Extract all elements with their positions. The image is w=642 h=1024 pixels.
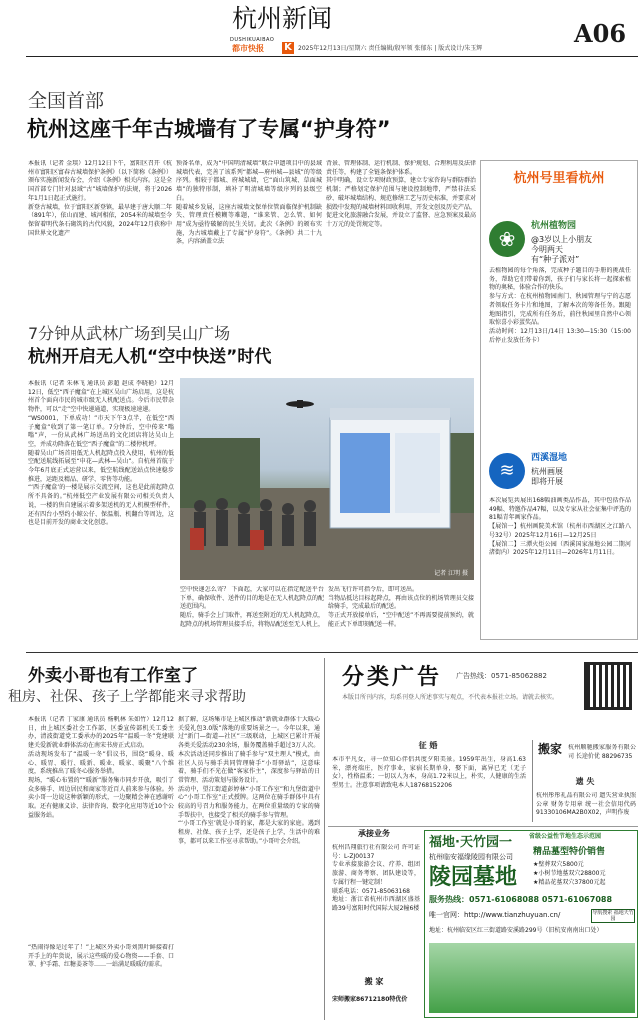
ads-right-title1: 搬家 (538, 742, 563, 756)
promo-sub1-body: 去植物园的每个角落，完成种子题目的手册的挑战任务，帮助它们带着你到，孩子们与家长将一起探索植物的奥秘，体验合作的快乐。 参与方式：在杭州植物园南门、秋园管理与宁的志愿者领取任务卡片和地图，了解本次的筹备任务。跟随地图指引，完成所有任务后，前往秋园里自然中心领取惊喜小彩蛋奖品。 活动时间：12月13日/14日 13:30—15:30（15:00后停止发放任务卡） (489, 267, 631, 344)
promo-sub2-title: 西溪湿地 (531, 453, 568, 463)
article3-col1: 本报讯（记者 丁家康 通讯员 杨帆林 朱如竹）12月12日，由上城区委社会工作部、区委宣传部机关工委主办，清波街道党工委承办的2025年“温暖一冬”党建联建关爱新就业群体活动在南宋书房正式启动。 活动现场发布了“温暖一冬”倡议书，围绕“暖身、暖心、暖胃、暖行、暖新、暖业、暖家、暖聚”八个维度，系统推出了暖冬心服务举措。 现场，“暖心布置的”“暖新”服务集市同步开放，吸引了众多骑手、周边居民和商家等近百人前来参与体验。外卖小哥一边说这种新颖的形式，一边聚精会神在感谢听取。还有健康义诊、法律咨询、数字化应用等近10个公益服务站。 (28, 716, 174, 819)
promo-sub1-lead: @3岁以上小朋友 今明两天 有“种子派对” (531, 235, 593, 264)
cemetery-address: 地址：杭州临安区红三街道路安溪路299号（旧杭安南南出口处） (429, 927, 603, 934)
article3-headline: 外卖小哥也有工作室了 (28, 666, 198, 686)
promo-sub1-title: 杭州植物园 (531, 221, 577, 231)
header-meta: 2025年12月13日/星期六 责任编辑/殷军领 张郁东 | 版式设计/朱玉辉 (298, 45, 483, 52)
cemetery-sub: 杭州临安福缘陵园有限公司 (429, 853, 513, 861)
article2-col2: 空中快递怎么寄？ 下面起，大家可以在指定配送平台下单，确保收件、送件的目的地是在无人机起降点的配送范围内。 随后，骑手会上门取件，再送至附近的无人机起降点，起降点的机场管理员接手后，将物品配送至无人机上， (180, 586, 324, 628)
section-title: 杭州新闻 (232, 4, 333, 33)
article1-kicker: 全国首部 (28, 90, 105, 112)
ads-grid (328, 740, 638, 1020)
article2-kicker: 7分钟从武林广场到吴山广场 (28, 324, 231, 343)
cemetery-site[interactable]: 唯一官网：http://www.tianzhuyuan.cn/ (429, 911, 561, 919)
article1-col1: 本报讯（记者 金琰）12月12日下午，富阳区召开《杭州市富阳区富春古城墙保护条例》（以下简称《条例》）颁布实施新闻发布会，介绍《条例》相关内容。这是全国首部专门针对县域“古”城墙保护的法规，将于2026年1月1日起正式施行。 新登古城墙，位于富阳区新登镇，最早建于唐大顺二年（891年），依山而建、城河相依，2054米的城墙至今保留着明代条石砌筑的古代风貌，2024年12月获称中国世界文化遗产 (28, 160, 172, 237)
article1-col3: 背景、管理体制、运行机制、保护规划、合理利用及法律责任等，构建了全链条保护体系。 其中明确，设立专项财政预算，建立专家咨询与群防群治机制；严格划定保护范围与建设控制地带，严禁非法采砂、破坏城墙结构、规范修缮工艺与历史标准，并要求对损毁中发现的城墙材料回收利用，开发文创及历史产品，促进文化旅游融合发展，并设立了监督、应急预案及最高十万元的处罚规定等。 (326, 160, 476, 228)
cemetery-name: 福地·天竹园一 (429, 835, 512, 850)
pinyin-label: DUSHIKUAIBAO (230, 37, 275, 43)
cemetery-price1: ★壁葬双穴5800元 (533, 861, 584, 868)
article3-col2: 据了解，这场集市是上城区推动“新就业群体十大暖心关爱礼包3.0版”落地的重要场景之一。今年以来，通过“新门—街道—社区”三级联动，上城区已累计开展各类关爱活动230余场，服务覆盖骑手超过3万人次。 本次活动还同步推出了骑手参与“双主理人”模式，由社区人员与骑手共同管理骑手“小哥驿站”，这意味着，骑手们不光在做“客家作主”，深度参与驿站的日常管理、活动策划与服务设计。 活动中，望江街道彭婷林“小哥工作室”和九堡街道中心“小哥工作室”正式授牌。这两位在骑手群体中具有较高的号召力和服务能力，在两位重量级的专家的骑手帮扶中，也接受了相关的骑手参与管理。 “‘小哥工作室’就是小哥的家，都是大家的家庭。遇到租房、社保、孩子上学，还是孩子上学，生活中的难事，都可以来工作室寻求帮助。”小哥叶会介绍。 (178, 716, 320, 845)
article3-subhead: 租房、社保、孩子上学都能来寻求帮助 (8, 689, 246, 705)
ads-right-body1: 杭州顺驰搬家服务有限公司 长途价优 88296735 (568, 744, 636, 760)
ads-sec3-title: 搬 家 (364, 977, 384, 986)
cemetery-guide-button[interactable]: 导航搜索 福地天竹园 (592, 910, 634, 922)
ads-sec1-title: 征 婚 (418, 741, 438, 750)
promo-sub2-body: 本次展览共展出168幅油画类品作品，其中包括作品49幅、特邀作品47幅，以及专家从社会征集中评选的81幅青年画家作品。 【展馆一】杭州画院美术馆（杭州市西湖区之江路八号32号）2025年12月16日—12月25日 【展馆二】三潭火炬公园（西溪国家湿地公园二期河渚街内）2025年12月11日—2026年1月11日。 (489, 497, 631, 557)
cemetery-price2: ★小树节地墓双穴28800元 (533, 870, 606, 877)
ads-qr-icon (584, 662, 632, 710)
page-header (0, 0, 642, 58)
ads-sec2-body: 杭州昌翔旅行社有限公司 许可证号：L-ZJ00137 专业承接旅游会议、疗养、组团旅游、商务考察、团队建设等，专属行程一键定制！ 联系电话：0571-85063168 地址：浙江省杭州市西湖区盛基路39号富阳时代国际大厦2幢6楼 (332, 844, 420, 912)
cemetery-tag: 省级公益性节地生态示范园 (529, 833, 602, 840)
article2-col1: 本报讯（记者 朱林飞 通讯员 彭超 赵成 李晓艳）12月12日，低空“西子魔盒”在上城区吴山广场启用，这是杭州首个面向市民的城市级无人机配送点。今后市民带杂物件，可以“走”空中快递通道，实现极速速递。 “WS0001，下单成功！”市天下午3点半，在低空“西子魔盒”收到了第一笔订单。7分钟后，空中传来“嗡嗡”声，一份从武林广场送出的文化团店将达吴山上空，并成功降落在低空“西子魔盒”的二楼停机坪。 随着吴山广场首用低无人机起降点投入使用，杭州的低空配送航线拓展至“申花—武林—吴山”。自杭州首航于今年6月底正式运营以来，低空航线配送站点快速稳步推进，运距及精品、研学、零售等功能。 “‘西子魔盒’的一楼是展示交流空间，这也是此前起降点所不具备的。”杭州低空产业发展有限公司相关负责人说，一楼的售自建展示着多架送机的无人机模型样件，还有四台小型约小鲸公仔、保温瓶、机翻台等周边，这也是目前开发的商业文化创意。 (28, 380, 174, 527)
article1-col2: 预备名单，成为“中国明清城墙”联合申遗项目中的县域城墙代表，完善了该系列“都城—府州城—县城”的等级序列。相较于都城、府城城墙，它“面山筑城、草面城墙”的独特形制，填补了明清城墙等级序列的县级空白。 随着城乡发展，这座古城墙文保单位管面临保护机制缺失、管理责任模糊等难题，“谁来管、怎么管、如何用”成为亟待破解的民生关切。此次《条例》的颁布实施，为古城墙戴上了专属“护身符”。《条例》共二十九条，内容涵盖立法 (176, 160, 322, 246)
cemetery-ad (424, 830, 638, 1018)
section-divider (26, 652, 638, 653)
brand-logo-icon: K (282, 42, 294, 54)
page-number: A06 (574, 19, 627, 48)
ads-right-title2: 遗 失 (575, 777, 595, 786)
promo-plant-icon: ❀ (489, 221, 525, 257)
ads-divider (324, 658, 325, 1020)
cemetery-offer: 精品墓型特价销售 (533, 847, 606, 857)
ads-phone: 广告热线：0571-85062882 (456, 672, 547, 680)
cemetery-big: 陵园墓地 (429, 865, 518, 890)
ads-inner-divider (532, 740, 533, 822)
promo-title: 杭州号里看杭州 (513, 171, 605, 186)
brand-name: 都市快报 (232, 44, 264, 53)
ads-row-divider (328, 826, 638, 827)
promo-wetland-icon: ≋ (489, 453, 525, 489)
promo-sub2-lead: 杭州画展 即将开展 (531, 467, 563, 486)
header-rule (26, 56, 638, 57)
article2-photo (180, 378, 474, 580)
cemetery-landscape (429, 943, 635, 1013)
drone-scene-illustration (180, 378, 474, 580)
photo-caption: 记者 江明 摄 (434, 570, 468, 577)
article1-headline: 杭州这座千年古城墙有了专属“护身符” (27, 117, 391, 141)
cemetery-hotline: 服务热线：0571-61068088 0571-61067088 (429, 895, 613, 904)
article2-col3: 发出飞行许可指令后，即可送出。 当物品抵达目标起降点，再由该点位的机场管理员交接给骑手，完成最后的配送。 等正式开放接单后，“空中配送”不再需要提前预约，就能正式下单即刻配送一样。 (328, 586, 474, 628)
ads-right-body2: 杭州彤彤礼品有限公司 遗失营业执照 公章 财务专用章 统一社会信用代码 91330106MA2B0X02，声明作废 (536, 792, 636, 817)
ads-notice: 本版目所刊内容，均系刊登人所述事实与观点，不代表本报社立场。请就去核实。 (342, 694, 559, 701)
article3-col1-extra: “热闹得像是过年了！”上城区外卖小哥刘黑叶鲜接着打开手上的年货说，展示这些暖的爱心物资——手套、口罩、护手霜、红糖姜茶等……一站满足暖暖的需求。 (28, 944, 174, 969)
promo-box (480, 160, 638, 640)
ads-sec2-title: 承接业务 (358, 829, 390, 838)
ads-title: 分类广告 (342, 665, 443, 690)
ads-sec1-body: 本市平凡女，寻一位知心伴侣共度夕阳美景。1959年出生，身高1.63米，漂亮端庄，医疗事业，家宿长期单身，娶下面，离异已无（无子女），性格温柔；一切以人为本，身高1.72米以上，朴实，人健康的生活型男士。注意事项请致电本人18768152206 (332, 756, 526, 790)
cemetery-price3: ★精品花墓双穴37800元起 (533, 879, 606, 886)
ads-sec3-body: 宋师搬家86712180特优价 (332, 996, 408, 1003)
ads-header (328, 660, 638, 740)
article2-headline: 杭州开启无人机“空中快送”时代 (28, 347, 272, 367)
